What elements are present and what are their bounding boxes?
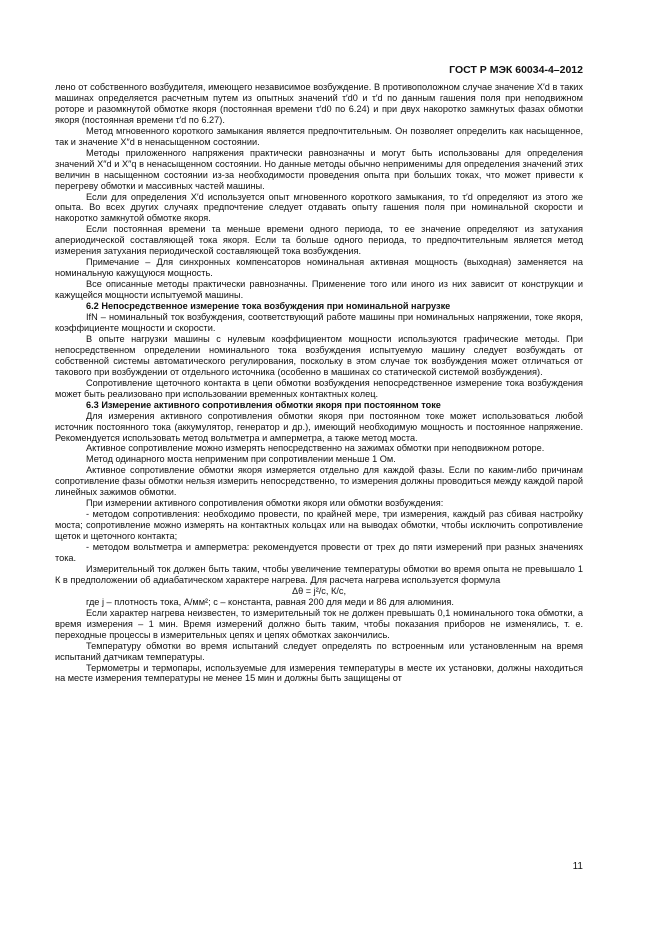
list-item: - методом вольтметра и амперметра: рекомендуется провести от трех до пяти измерений при разных значениях тока. — [55, 542, 583, 563]
paragraph: Активное сопротивление обмотки якоря измеряется отдельно для каждой фазы. Если по каким-либо причинам сопротивление фазы обмотки нельзя измерить непосредственно, то измерения должны проводиться между каждой парой линейных зажимов обмотки. — [55, 465, 583, 498]
paragraph: Для измерения активного сопротивления обмотки якоря при постоянном токе может использоваться любой источник постоянного тока (аккумулятор, генератор и др.), имеющий необходимую мощность и постоянное напряжение. Рекомендуется использовать метод вольтметра и амперметра, а также метод моста. — [55, 410, 583, 443]
section-heading-6-3: 6.3 Измерение активного сопротивления обмотки якоря при постоянном токе — [86, 399, 441, 410]
formula: Δθ = j²/c, К/с, — [291, 585, 347, 596]
paragraph: Сопротивление щеточного контакта в цепи обмотки возбуждения непосредственное измерение тока возбуждения может быть реализовано при использовании временных контактных колец. — [55, 377, 583, 399]
paragraph: Метод мгновенного короткого замыкания является предпочтительным. Он позволяет определить как насыщенное, так и значение X″d в ненасыщенном состоянии. — [55, 125, 583, 147]
paragraph: IfN – номинальный ток возбуждения, соответствующий работе машины при номинальных напряжении, токе якоря, коэффициенте мощности и скорости. — [55, 312, 583, 333]
document-header: ГОСТ Р МЭК 60034-4–2012 — [449, 64, 583, 76]
list-item: - методом сопротивления: необходимо провести, по крайней мере, три измерения, каждый раз сбивая настройку моста; сопротивление можно измерять на контактных кольцах или на выводах обмотки, чтобы исключить сопротивление щеток и щеточного контакта; — [55, 509, 583, 542]
paragraph: В опыте нагрузки машины с нулевым коэффициентом мощности используются графические методы. При непосредственном определении номинального тока возбуждения испытуемую машину следует возбуждать от собственной системы автоматического регулирования, поскольку в этом случае ток возбуждения может отличаться от такового при возбуждении от отдельного источника (особенно в машинах со статической системой возбуждения). — [55, 333, 583, 377]
paragraph: Термометры и термопары, используемые для измерения температуры в месте их установки, должны находиться на месте измерения температуры не менее 15 мин и должны быть защищены от — [55, 662, 583, 684]
paragraph: При измерении активного сопротивления обмотки якоря или обмотки возбуждения: — [86, 498, 444, 509]
paragraph: Все описанные методы практически равнозначны. Применение того или иного из них зависит от конструкции и кажущейся мощности испытуемой машины. — [55, 279, 583, 301]
paragraph: Измерительный ток должен быть таким, чтобы увеличение температуры обмотки во время опыта не превышало 1 К в предположении об адиабатическом характере нагрева. Для расчета нагрева используется формула — [55, 563, 583, 585]
section-heading-6-2: 6.2 Непосредственное измерение тока возбуждения при номинальной нагрузке — [86, 301, 451, 312]
paragraph: Методы приложенного напряжения практически равнозначны и могут быть использованы для определения значений X″d и X″q в ненасыщенном состоянии. Но данные методы обычно неприменимы для определения значений этих величин в насыщенном состоянии из-за необходимости проведения опыта при больших токах, что может привести к перегреву обмотки и массивных частей машины. — [55, 147, 583, 191]
paragraph: Если характер нагрева неизвестен, то измерительный ток не должен превышать 0,1 номинального тока обмотки, а время измерения – 1 мин. Время измерений должно быть таким, чтобы показания приборов не изменялись, т. е. переходные процессы в измерительных цепях и цепях обмотках закончились. — [55, 607, 583, 640]
page-number: 11 — [572, 861, 583, 872]
paragraph: лено от собственного возбудителя, имеющего независимое возбуждение. В противоположном случае значение X′d в таких машинах определяется расчетным путем из опытных значений τ′d0 и τ′d по данным гашения поля при неподвижном роторе и разомкнутой обмотке якоря (постоянная времени τ′d0 по 6.24) и при двух накоротко замкнутых фазах обмотки якоря (постоянная времени τ′d по 6.27). — [55, 82, 583, 125]
paragraph: Активное сопротивление можно измерять непосредственно на зажимах обмотки при неподвижном роторе. — [86, 443, 545, 454]
formula-legend: где j – плотность тока, А/мм²; с – константа, равная 200 для меди и 86 для алюминия. — [86, 596, 454, 607]
note: Примечание – Для синхронных компенсаторов номинальная активная мощность (выходная) заменяется на номинальную кажущуюся мощность. — [55, 257, 583, 279]
paragraph: Температуру обмотки во время испытаний следует определять по встроенным или установленным на время испытаний датчикам температуры. — [55, 640, 583, 662]
paragraph: Если постоянная времени τa меньше времени одного периода, то ее значение определяют из затухания апериодической составляющей тока якоря. Если τa больше одного периода, то предпочтительным является метод измерения затухания периодической составляющей тока возбуждения. — [55, 224, 583, 257]
page-body — [55, 82, 583, 684]
paragraph: Метод одинарного моста неприменим при сопротивлении меньше 1 Ом. — [86, 454, 396, 465]
paragraph: Если для определения X′d используется опыт мгновенного короткого замыкания, то τ′d определяют из этого же опыта. Во всех других случаях предпочтение следует отдавать опыту гашения поля при номинальной скорости и накоротко замкнутой обмотке якоря. — [55, 191, 583, 224]
